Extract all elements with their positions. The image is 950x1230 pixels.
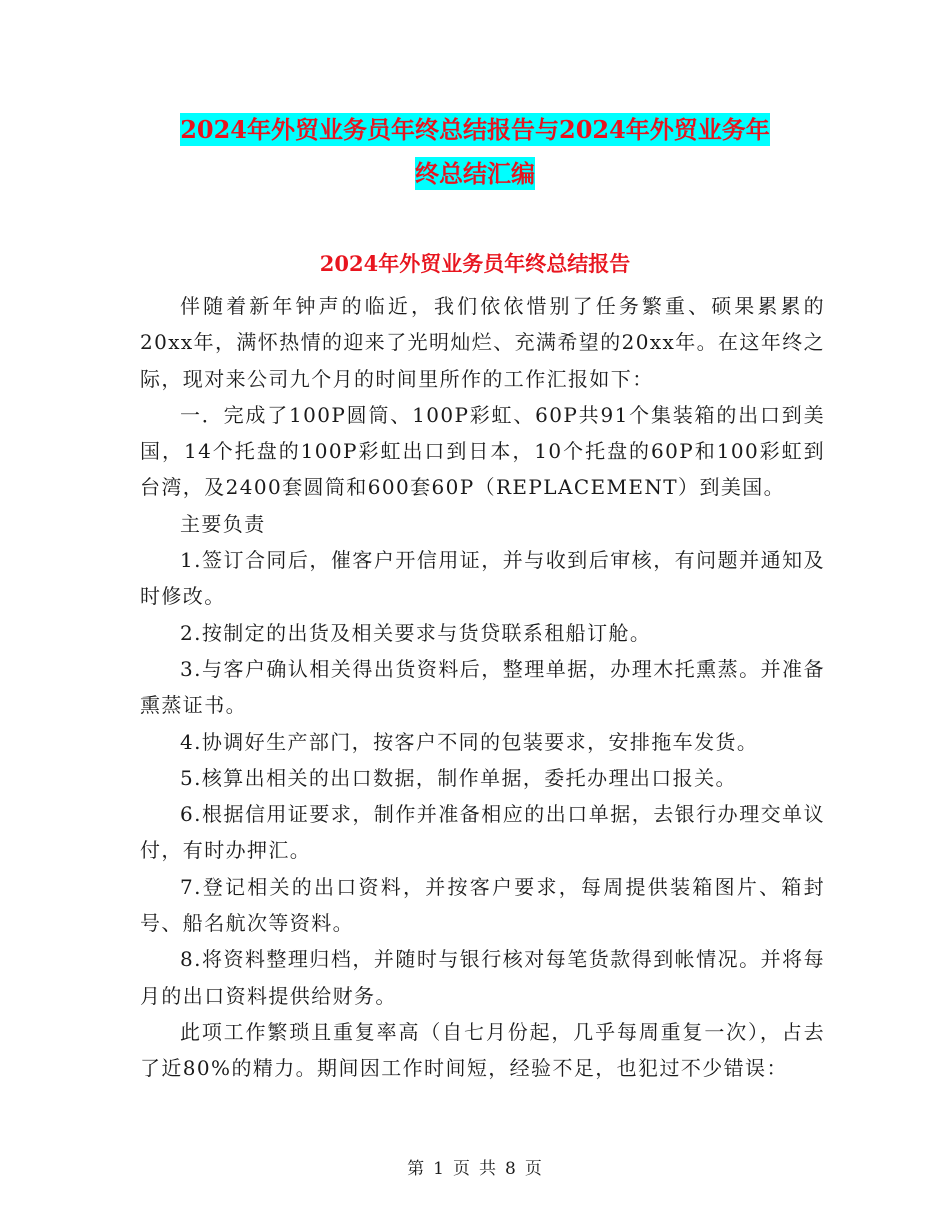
list-item: 7.登记相关的出口资料，并按客户要求，每周提供装箱图片、箱封号、船名航次等资料。 xyxy=(140,874,825,936)
footer-gong: 共 xyxy=(479,1159,497,1179)
section-title: 2024年外贸业务员年终总结报告 xyxy=(319,251,631,276)
footer-ye-2: 页 xyxy=(524,1159,543,1179)
list-item: 6.根据信用证要求，制作并准备相应的出口单据，去银行办理交单议付，有时办押汇。 xyxy=(140,802,825,863)
list-item: 1.签订合同后，催客户开信用证，并与收到后审核，有问题并通知及时修改。 xyxy=(140,548,825,609)
page-footer xyxy=(0,1154,950,1179)
footer-di: 第 xyxy=(407,1159,426,1179)
document-body xyxy=(140,288,825,1087)
total-pages: 8 xyxy=(505,1159,517,1179)
paragraph: 一．完成了100P圆筒、100P彩虹、60P共91个集装箱的出口到美国，14个托盘的100P彩虹出口到日本，10个托盘的60P和100彩虹到台湾，及2400套圆筒和600套60P（REPLACEMENT）到美国。 xyxy=(140,402,825,500)
page-number: 1 xyxy=(433,1159,445,1179)
paragraph: 此项工作繁琐且重复率高（自七月份起，几乎每周重复一次），占去了近80%的精力。期间因工作时间短，经验不足，也犯过不少错误： xyxy=(140,1019,825,1081)
list-item: 4.协调好生产部门，按客户不同的包装要求，安排拖车发货。 xyxy=(180,729,759,754)
document-title-text-2: 终总结汇编 xyxy=(415,159,535,188)
paragraph-heading: 主要负责 xyxy=(180,511,266,536)
list-item: 5.核算出相关的出口数据，制作单据，委托办理出口报关。 xyxy=(180,765,737,790)
list-item: 3.与客户确认相关得出货资料后，整理单据，办理木托熏蒸。并准备熏蒸证书。 xyxy=(140,656,825,718)
document-title-line-2 xyxy=(0,152,950,196)
footer-ye: 页 xyxy=(453,1159,471,1179)
list-item: 2.按制定的出货及相关要求与货贷联系租船订舱。 xyxy=(180,620,652,645)
paragraph: 伴随着新年钟声的临近，我们依依惜别了任务繁重、硕果累累的20xx年，满怀热情的迎来了光明灿烂、充满希望的20xx年。在这年终之际，现对来公司九个月的时间里所作的工作汇报如下： xyxy=(140,294,826,391)
document-title-line-1 xyxy=(0,108,950,152)
list-item: 8.将资料整理归档，并随时与银行核对每笔货款得到帐情况。并将每月的出口资料提供给财务。 xyxy=(140,947,825,1008)
document-title-text-1: 2024年外贸业务员年终总结报告与2024年外贸业务年 xyxy=(180,115,770,144)
